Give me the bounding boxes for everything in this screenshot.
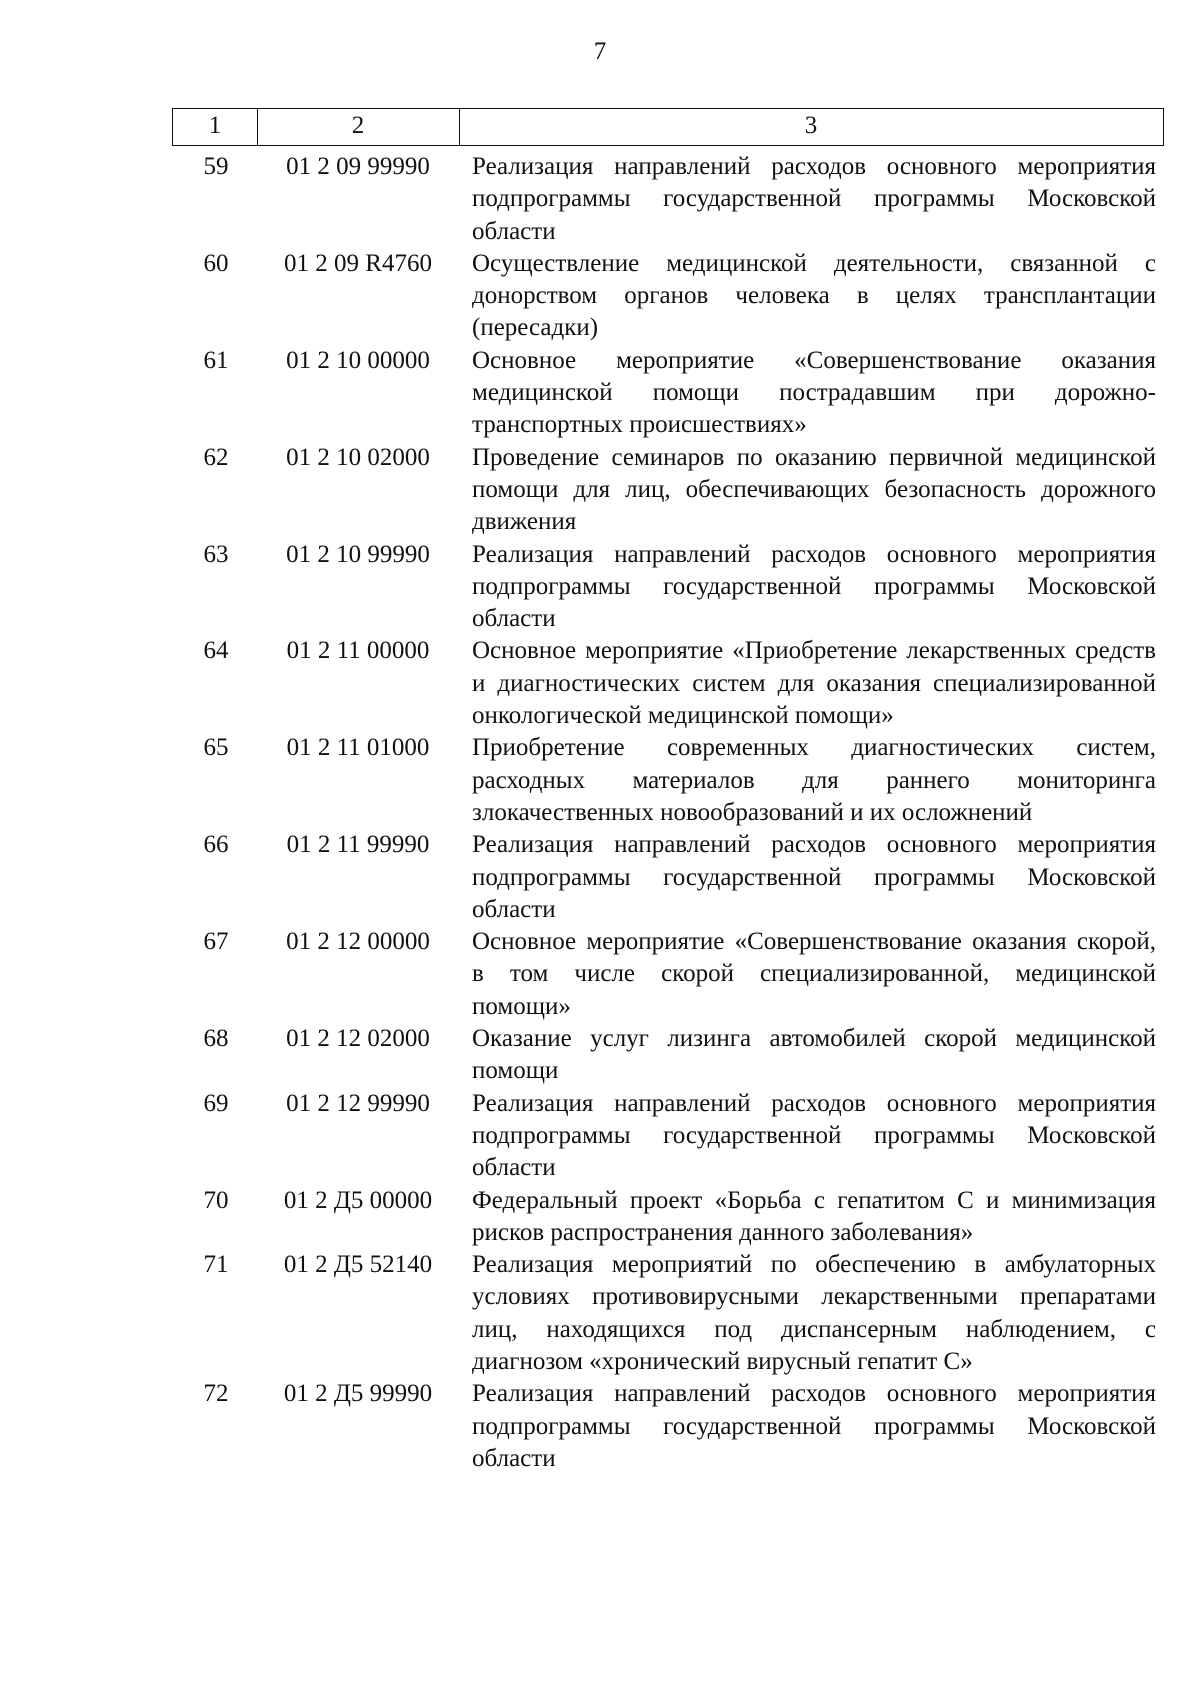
row-code: 01 2 10 00000 (286, 346, 430, 374)
table-row (0, 1249, 1200, 1378)
table-row (0, 1185, 1200, 1250)
row-code: 01 2 Д5 00000 (283, 1186, 433, 1214)
row-description: Реализация направлений расходов основного мероприятия подпрограммы государственной программы Московской области (472, 1089, 1156, 1182)
header-col-1: 1 (173, 109, 258, 145)
row-code: 01 2 09 R4760 (284, 249, 432, 277)
table-row (0, 1378, 1200, 1475)
row-description: Реализация направлений расходов основного мероприятия подпрограммы государственной программы Московской области (472, 831, 1156, 923)
row-description: Федеральный проект «Борьба с гепатитом С и минимизация рисков распространения данного заболевания» (472, 1186, 1156, 1246)
row-code: 01 2 11 99990 (286, 831, 430, 859)
table-row (0, 829, 1200, 926)
table-row (0, 539, 1200, 636)
table-row (0, 345, 1200, 442)
row-number: 63 (203, 540, 229, 568)
table-header (172, 108, 1164, 146)
table-row (0, 1023, 1200, 1088)
header-col-3: 3 (804, 112, 818, 139)
row-number: 72 (203, 1380, 229, 1408)
table-row (0, 926, 1200, 1023)
row-code: 01 2 09 99990 (286, 153, 430, 180)
row-number: 65 (203, 734, 229, 762)
row-number: 68 (203, 1025, 229, 1053)
row-code: 01 2 12 99990 (286, 1089, 430, 1117)
row-code: 01 2 11 00000 (286, 637, 430, 665)
row-description: Осуществление медицинской деятельности, связанной с донорством органов человека в целях трансплантации (пересадки) (472, 249, 1156, 342)
row-description: Основное мероприятие «Совершенствование оказания медицинской помощи пострадавшим при дорожно-транспортных происшествиях» (472, 346, 1156, 439)
row-code: 01 2 10 99990 (286, 540, 430, 568)
row-description: Оказание услуг лизинга автомобилей скорой медицинской помощи (472, 1025, 1156, 1085)
table-row (0, 635, 1200, 732)
row-number: 62 (203, 443, 229, 471)
row-number: 60 (203, 249, 229, 277)
page-number: 7 (593, 38, 607, 65)
row-code: 01 2 12 00000 (286, 928, 430, 956)
row-description: Основное мероприятие «Приобретение лекарственных средств и диагностических систем для оказания специализированной онкологической медицинской помощи» (472, 637, 1156, 730)
row-description: Приобретение современных диагностических систем, расходных материалов для раннего мониторинга злокачественных новообразований и их осложнений (472, 734, 1156, 826)
header-col-2: 2 (257, 109, 460, 145)
table-row (0, 151, 1200, 248)
row-number: 69 (203, 1089, 229, 1117)
table-body (0, 151, 1200, 1475)
row-number: 71 (203, 1251, 229, 1279)
row-description: Основное мероприятие «Совершенствование оказания скорой, в том числе скорой специализированной, медицинской помощи» (472, 928, 1156, 1020)
row-number: 59 (203, 153, 229, 180)
table-row (0, 1088, 1200, 1185)
table-row (0, 732, 1200, 829)
row-description: Проведение семинаров по оказанию первичной медицинской помощи для лиц, обеспечивающих безопасность дорожного движения (472, 443, 1156, 536)
row-number: 67 (203, 928, 229, 956)
row-code: 01 2 Д5 52140 (283, 1251, 433, 1279)
row-code: 01 2 11 01000 (286, 734, 430, 762)
row-number: 61 (203, 346, 229, 374)
row-description: Реализация мероприятий по обеспечению в амбулаторных условиях противовирусными лекарственными препаратами лиц, находящихся под диспансерным наблюдением, с диагнозом «хронический вирусный гепатит С» (472, 1251, 1156, 1375)
row-description: Реализация направлений расходов основного мероприятия подпрограммы государственной программы Московской области (472, 153, 1156, 245)
row-code: 01 2 Д5 99990 (283, 1380, 433, 1408)
row-number: 70 (203, 1186, 229, 1214)
row-number: 64 (203, 637, 229, 665)
row-code: 01 2 10 02000 (286, 443, 430, 471)
table-row (0, 442, 1200, 539)
row-description: Реализация направлений расходов основного мероприятия подпрограммы государственной программы Московской области (472, 1380, 1156, 1472)
row-description: Реализация направлений расходов основного мероприятия подпрограммы государственной программы Московской области (472, 540, 1156, 633)
row-number: 66 (203, 831, 229, 859)
table-row (0, 248, 1200, 345)
row-code: 01 2 12 02000 (286, 1025, 430, 1053)
